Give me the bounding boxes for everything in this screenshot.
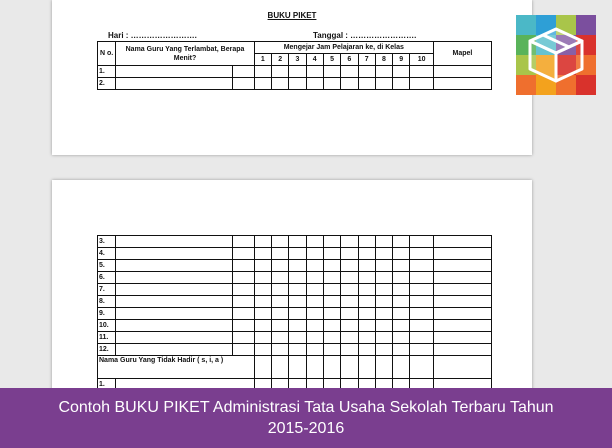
hour-cell xyxy=(254,308,271,320)
hour-cell xyxy=(410,78,434,90)
row-number: 11. xyxy=(98,332,116,344)
hour-header-1: 1 xyxy=(254,54,271,66)
hour-cell xyxy=(358,296,375,308)
hour-cell xyxy=(289,308,306,320)
mapel-cell xyxy=(433,236,491,248)
nama-cell xyxy=(116,332,233,344)
table-row xyxy=(98,248,492,260)
hour-cell xyxy=(272,248,289,260)
hour-header-6: 6 xyxy=(341,54,358,66)
mapel-cell xyxy=(433,320,491,332)
table-row xyxy=(98,308,492,320)
hour-cell xyxy=(289,272,306,284)
menit-cell xyxy=(233,236,254,248)
hour-cell xyxy=(254,320,271,332)
hour-cell xyxy=(323,344,340,356)
hour-cell xyxy=(375,296,392,308)
hour-cell xyxy=(272,320,289,332)
hour-cell xyxy=(341,320,358,332)
menit-cell xyxy=(233,332,254,344)
hour-cell xyxy=(341,260,358,272)
hour-cell xyxy=(393,272,410,284)
box-icon xyxy=(516,15,596,95)
hour-cell xyxy=(375,272,392,284)
mapel-cell xyxy=(433,260,491,272)
hour-cell xyxy=(254,284,271,296)
nama-cell xyxy=(116,308,233,320)
nama-cell xyxy=(116,296,233,308)
row-number: 10. xyxy=(98,320,116,332)
hour-cell xyxy=(358,248,375,260)
hour-cell xyxy=(289,296,306,308)
mapel-cell xyxy=(433,308,491,320)
col-no-header: N o. xyxy=(98,42,116,66)
hour-cell xyxy=(272,308,289,320)
hour-cell xyxy=(341,332,358,344)
nama-cell xyxy=(116,236,233,248)
hour-cell xyxy=(358,236,375,248)
hour-header-2: 2 xyxy=(272,54,289,66)
hour-cell xyxy=(410,308,433,320)
hour-cell xyxy=(358,284,375,296)
table-row xyxy=(98,78,492,90)
tanggal-label: Tanggal : ……………………. xyxy=(313,31,417,40)
hour-header-8: 8 xyxy=(375,54,392,66)
hour-header-10: 10 xyxy=(410,54,434,66)
hour-cell xyxy=(306,248,323,260)
hari-label: Hari : ……………………. xyxy=(108,31,197,40)
hour-cell xyxy=(375,66,392,78)
hour-cell xyxy=(393,296,410,308)
hour-cell xyxy=(306,272,323,284)
hour-cell xyxy=(254,78,271,90)
hour-cell xyxy=(375,248,392,260)
menit-cell xyxy=(233,260,254,272)
hour-cell xyxy=(323,260,340,272)
hour-cell xyxy=(410,236,433,248)
hour-cell xyxy=(410,332,433,344)
hour-cell xyxy=(323,66,340,78)
nama-cell xyxy=(116,78,233,90)
hour-cell xyxy=(341,66,358,78)
hour-cell xyxy=(323,78,340,90)
hour-cell xyxy=(323,272,340,284)
menit-cell xyxy=(233,284,254,296)
menit-cell xyxy=(233,66,254,78)
caption-line-1: Contoh BUKU PIKET Administrasi Tata Usaha Sekolah Terbaru Tahun xyxy=(58,399,554,416)
hour-header-4: 4 xyxy=(306,54,323,66)
hour-cell xyxy=(375,78,392,90)
table-row xyxy=(98,320,492,332)
row-number: 5. xyxy=(98,260,116,272)
hour-cell xyxy=(272,66,289,78)
hour-cell xyxy=(410,260,433,272)
caption-line-2: 2015-2016 xyxy=(267,420,345,437)
hour-cell xyxy=(410,344,433,356)
hour-cell xyxy=(375,320,392,332)
hour-cell xyxy=(375,344,392,356)
table-row xyxy=(98,344,492,356)
hour-cell xyxy=(254,66,271,78)
nama-cell xyxy=(116,66,233,78)
hour-cell xyxy=(272,284,289,296)
hour-cell xyxy=(358,78,375,90)
table-row xyxy=(98,272,492,284)
table-row xyxy=(98,332,492,344)
hour-cell xyxy=(306,308,323,320)
hour-cell xyxy=(341,272,358,284)
hour-cell xyxy=(254,260,271,272)
hour-cell xyxy=(289,344,306,356)
mapel-cell xyxy=(433,284,491,296)
menit-cell xyxy=(233,272,254,284)
hour-cell xyxy=(323,320,340,332)
doc-title: BUKU PIKET xyxy=(267,11,317,20)
hour-cell xyxy=(358,344,375,356)
hour-cell xyxy=(393,260,410,272)
table-row xyxy=(98,260,492,272)
hour-cell xyxy=(254,344,271,356)
hour-cell xyxy=(358,308,375,320)
mapel-cell xyxy=(433,344,491,356)
nama-cell xyxy=(116,284,233,296)
menit-cell xyxy=(233,308,254,320)
hour-cell xyxy=(254,236,271,248)
hour-cell xyxy=(358,260,375,272)
hour-cell xyxy=(341,284,358,296)
hour-cell xyxy=(393,236,410,248)
row-number: 12. xyxy=(98,344,116,356)
absent-row-number: 1. xyxy=(98,379,116,391)
hour-cell xyxy=(358,332,375,344)
row-number: 1. xyxy=(98,66,116,78)
hour-cell xyxy=(410,296,433,308)
hour-cell xyxy=(306,320,323,332)
hour-cell xyxy=(306,260,323,272)
hour-cell xyxy=(289,260,306,272)
hour-cell xyxy=(254,332,271,344)
hour-cell xyxy=(375,332,392,344)
menit-cell xyxy=(233,248,254,260)
document-page-1 xyxy=(52,0,532,155)
menit-cell xyxy=(233,344,254,356)
mapel-cell xyxy=(433,332,491,344)
hour-cell xyxy=(393,320,410,332)
hour-header-5: 5 xyxy=(323,54,340,66)
absent-label: Nama Guru Yang Tidak Hadir ( s, i, a ) xyxy=(98,356,255,379)
table-row xyxy=(98,296,492,308)
hour-cell xyxy=(306,78,323,90)
col-nama-header: Nama Guru Yang Terlambat, Berapa Menit? xyxy=(116,42,254,66)
hour-cell xyxy=(341,296,358,308)
row-number: 3. xyxy=(98,236,116,248)
hour-cell xyxy=(306,296,323,308)
hour-cell xyxy=(272,260,289,272)
hour-cell xyxy=(254,272,271,284)
caption-banner xyxy=(0,388,612,448)
hour-cell xyxy=(375,284,392,296)
hour-cell xyxy=(289,66,306,78)
hour-cell xyxy=(272,344,289,356)
row-number: 7. xyxy=(98,284,116,296)
hour-cell xyxy=(289,78,306,90)
hour-cell xyxy=(289,332,306,344)
hour-cell xyxy=(341,308,358,320)
hour-cell xyxy=(254,296,271,308)
row-number: 2. xyxy=(98,78,116,90)
hour-cell xyxy=(410,248,433,260)
hour-cell xyxy=(393,332,410,344)
hour-cell xyxy=(323,248,340,260)
hour-cell xyxy=(393,66,410,78)
table-row xyxy=(98,284,492,296)
hour-header-7: 7 xyxy=(358,54,375,66)
hour-cell xyxy=(272,236,289,248)
hour-cell xyxy=(272,78,289,90)
mapel-cell xyxy=(433,296,491,308)
hour-cell xyxy=(289,236,306,248)
table-row xyxy=(98,236,492,248)
hour-cell xyxy=(341,78,358,90)
hour-cell xyxy=(393,284,410,296)
mapel-cell xyxy=(433,78,491,90)
hour-cell xyxy=(393,78,410,90)
nama-cell xyxy=(116,344,233,356)
hour-cell xyxy=(358,272,375,284)
menit-cell xyxy=(233,296,254,308)
hour-cell xyxy=(306,284,323,296)
nama-cell xyxy=(116,320,233,332)
hour-cell xyxy=(323,296,340,308)
hour-cell xyxy=(341,344,358,356)
menit-cell xyxy=(233,78,254,90)
nama-cell xyxy=(116,272,233,284)
hour-cell xyxy=(289,248,306,260)
hour-cell xyxy=(410,320,433,332)
hour-cell xyxy=(323,308,340,320)
hour-cell xyxy=(358,320,375,332)
row-number: 4. xyxy=(98,248,116,260)
hour-cell xyxy=(375,308,392,320)
hour-cell xyxy=(289,320,306,332)
hour-cell xyxy=(272,296,289,308)
hour-cell xyxy=(410,284,433,296)
hour-cell xyxy=(323,236,340,248)
hour-cell xyxy=(306,344,323,356)
hour-header-3: 3 xyxy=(289,54,306,66)
hour-cell xyxy=(306,332,323,344)
hour-cell xyxy=(323,284,340,296)
nama-cell xyxy=(116,260,233,272)
document-page-2 xyxy=(52,180,532,410)
hour-cell xyxy=(323,332,340,344)
hour-cell xyxy=(393,308,410,320)
piket-table-header xyxy=(97,41,492,90)
hour-cell xyxy=(289,284,306,296)
col-mengajar-header: Mengejar Jam Pelajaran ke, di Kelas xyxy=(254,42,433,54)
hour-cell xyxy=(306,236,323,248)
table-row xyxy=(98,66,492,78)
hour-cell xyxy=(410,66,434,78)
hour-cell xyxy=(272,272,289,284)
row-number: 9. xyxy=(98,308,116,320)
hour-cell xyxy=(272,332,289,344)
nama-cell xyxy=(116,248,233,260)
hour-cell xyxy=(358,66,375,78)
row-number: 6. xyxy=(98,272,116,284)
hour-cell xyxy=(393,344,410,356)
hour-cell xyxy=(375,236,392,248)
hour-cell xyxy=(306,66,323,78)
col-mapel-header: Mapel xyxy=(433,42,491,66)
piket-table-continued xyxy=(97,235,492,391)
mapel-cell xyxy=(433,272,491,284)
mapel-cell xyxy=(433,248,491,260)
hour-cell xyxy=(393,248,410,260)
menit-cell xyxy=(233,320,254,332)
hour-cell xyxy=(375,260,392,272)
mapel-cell xyxy=(433,66,491,78)
hour-cell xyxy=(341,236,358,248)
hour-cell xyxy=(341,248,358,260)
hour-cell xyxy=(254,248,271,260)
hour-cell xyxy=(410,272,433,284)
row-number: 8. xyxy=(98,296,116,308)
hour-header-9: 9 xyxy=(393,54,410,66)
